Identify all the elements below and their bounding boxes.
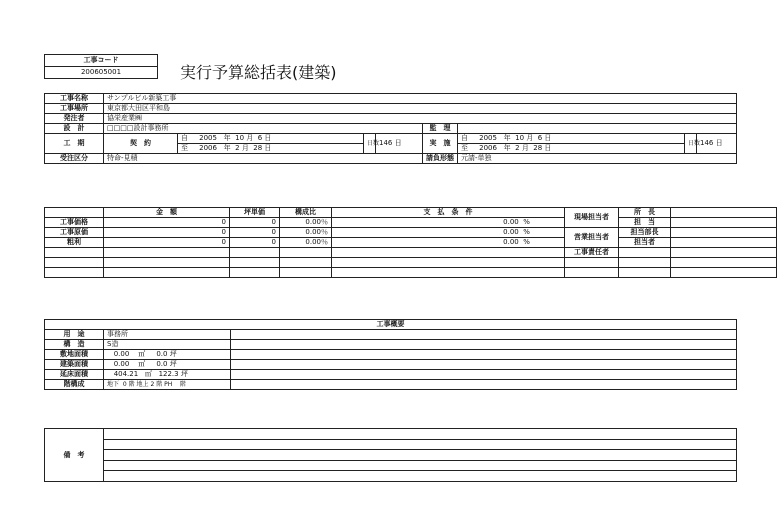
person-label: 担当者 xyxy=(619,238,671,248)
contract-days: 146 日 xyxy=(376,134,423,154)
budget-unit-price: 0 xyxy=(230,218,280,228)
budget-payment: 0.00 % xyxy=(332,238,565,248)
budget-amount: 0 xyxy=(104,228,230,238)
code-box xyxy=(44,54,158,79)
project-name: サンプルビル新築工事 xyxy=(104,94,737,104)
use-label: 用 途 xyxy=(45,330,104,340)
responsible-label: 工事責任者 xyxy=(565,248,619,258)
actual-label: 実 施 xyxy=(423,134,458,154)
actual-from: 自 2005 年 10 月 6 日 xyxy=(458,134,685,144)
design-label: 設 計 xyxy=(45,124,104,134)
period-label: 工 期 xyxy=(45,134,104,154)
overview-header: 工事概要 xyxy=(45,320,737,330)
floor-area-label: 延床面積 xyxy=(45,370,104,380)
budget-payment: 0.00 % xyxy=(332,228,565,238)
contract-to: 至 2006 年 2 月 28 日 xyxy=(178,144,364,154)
remarks-line xyxy=(104,429,737,440)
floors-label: 階構成 xyxy=(45,380,104,390)
budget-ratio: 0.00％ xyxy=(280,238,332,248)
supervision-label: 監 理 xyxy=(423,124,458,134)
remarks-label: 備 考 xyxy=(45,429,104,482)
project-place: 東京都大田区平和島 xyxy=(104,104,737,114)
structure-label: 構 造 xyxy=(45,340,104,350)
actual-days-label: 日数 xyxy=(685,134,697,154)
site-area: 0.00 ㎡ 0.0 坪 xyxy=(104,350,231,360)
page-title: 実行予算総括表(建築) xyxy=(180,63,337,82)
budget-amount: 0 xyxy=(104,218,230,228)
floor-composition: 地下 0 階 地上 2 階 PH 階 xyxy=(104,380,231,390)
contract-days-label: 日数 xyxy=(364,134,376,154)
name-label: 工事名称 xyxy=(45,94,104,104)
remarks-line xyxy=(104,460,737,471)
remarks-line xyxy=(104,439,737,450)
code-label: 工事コード xyxy=(45,55,158,67)
budget-row-label: 工事原価 xyxy=(45,228,104,238)
contract-form: 元請-単独 xyxy=(458,154,737,164)
manager-label: 所 長 xyxy=(619,208,671,218)
site-staff-label: 現場担当者 xyxy=(565,208,619,228)
contract-from: 自 2005 年 10 月 6 日 xyxy=(178,134,364,144)
code-value: 200605001 xyxy=(45,67,158,79)
budget-row-label: 粗利 xyxy=(45,238,104,248)
budget-row-label: 工事価格 xyxy=(45,218,104,228)
remarks-table xyxy=(44,428,737,482)
place-label: 工事場所 xyxy=(45,104,104,114)
order-type: 特命-見積 xyxy=(104,154,423,164)
structure-value: S造 xyxy=(104,340,231,350)
client-label: 発注者 xyxy=(45,114,104,124)
client-name: 協栄産業㈱ xyxy=(104,114,737,124)
unit-price-header: 坪単価 xyxy=(230,208,280,218)
contract-label: 契 約 xyxy=(104,134,178,154)
budget-payment: 0.00 % xyxy=(332,218,565,228)
remarks-line xyxy=(104,450,737,461)
use-value: 事務所 xyxy=(104,330,231,340)
sales-staff-label: 営業担当者 xyxy=(565,228,619,248)
order-type-label: 受注区分 xyxy=(45,154,104,164)
amount-header: 金 額 xyxy=(104,208,230,218)
actual-to: 至 2006 年 2 月 28 日 xyxy=(458,144,685,154)
remarks-line xyxy=(104,471,737,482)
dept-manager-label: 担当部長 xyxy=(619,228,671,238)
budget-unit-price: 0 xyxy=(230,228,280,238)
supervision-value xyxy=(458,124,737,134)
contract-form-label: 請負形態 xyxy=(423,154,458,164)
building-area: 0.00 ㎡ 0.0 坪 xyxy=(104,360,231,370)
budget-unit-price: 0 xyxy=(230,238,280,248)
design-name: □□□□設計事務所 xyxy=(104,124,423,134)
site-area-label: 敷地面積 xyxy=(45,350,104,360)
budget-ratio: 0.00％ xyxy=(280,218,332,228)
building-area-label: 建築面積 xyxy=(45,360,104,370)
budget-amount: 0 xyxy=(104,238,230,248)
actual-days: 146 日 xyxy=(697,134,737,154)
overview-table xyxy=(44,319,737,390)
info-table xyxy=(44,93,737,164)
ratio-header: 構成比 xyxy=(280,208,332,218)
budget-ratio: 0.00％ xyxy=(280,228,332,238)
budget-table xyxy=(44,207,777,278)
payment-header: 支 払 条 件 xyxy=(332,208,565,218)
floor-area: 404.21 ㎡ 122.3 坪 xyxy=(104,370,231,380)
charge-label: 担 当 xyxy=(619,218,671,228)
